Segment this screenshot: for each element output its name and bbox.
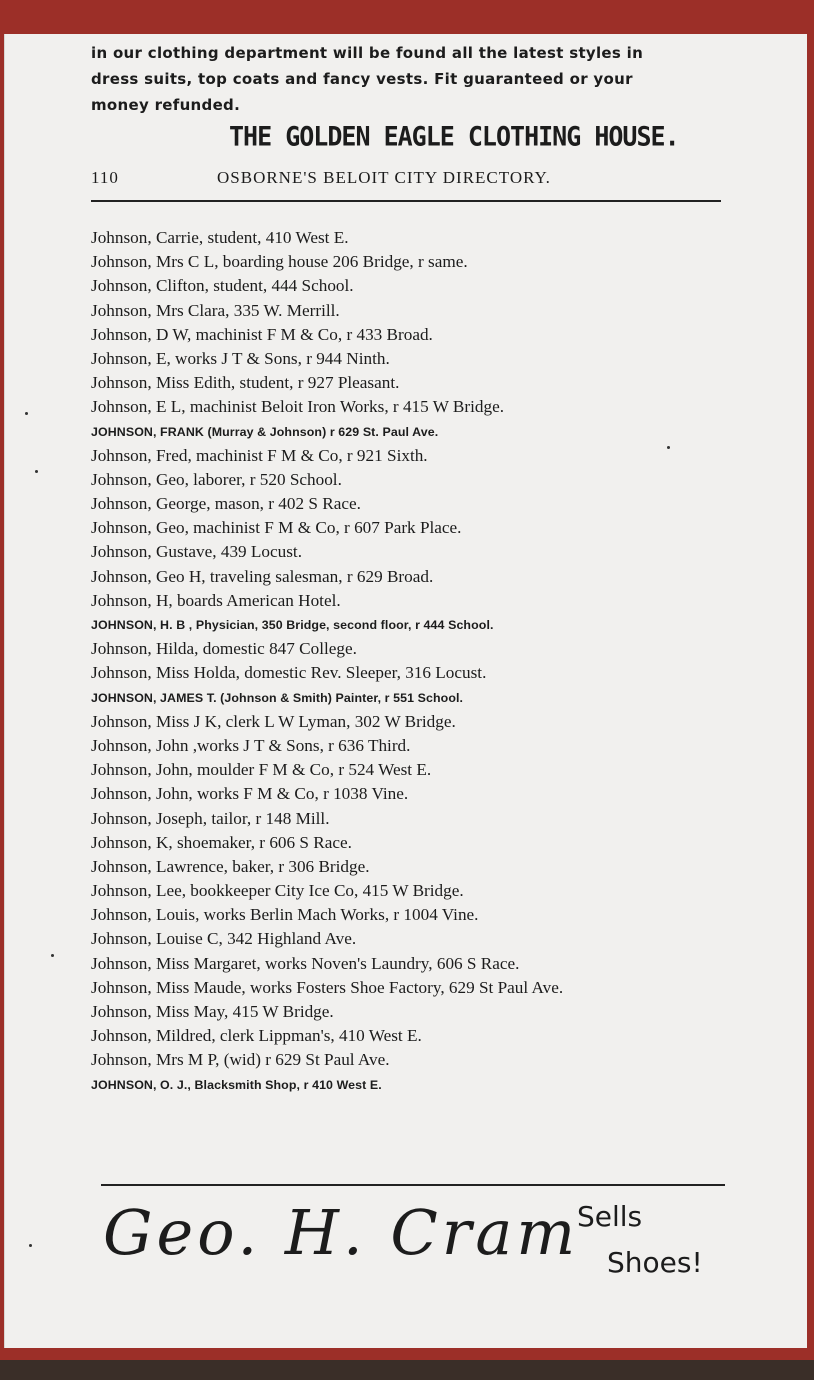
directory-entry: Johnson, Miss Edith, student, r 927 Pleasant.	[91, 373, 400, 393]
directory-page	[4, 34, 807, 1348]
directory-entry: Johnson, Mrs C L, boarding house 206 Bridge, r same.	[91, 252, 468, 272]
directory-entry: Johnson, Gustave, 439 Locust.	[91, 542, 303, 562]
directory-entry: Johnson, Geo H, traveling salesman, r 629 Broad.	[91, 566, 434, 586]
directory-entry: JOHNSON, FRANK (Murray & Johnson) r 629 St. Paul Ave.	[91, 424, 439, 439]
directory-entry: Johnson, Fred, machinist F M & Co, r 921 Sixth.	[91, 445, 428, 465]
directory-entry: Johnson, Louise C, 342 Highland Ave.	[91, 929, 357, 949]
directory-entry: Johnson, Carrie, student, 410 West E.	[91, 228, 349, 247]
print-speck	[667, 446, 670, 449]
directory-entry: Johnson, Geo, laborer, r 520 School.	[91, 469, 342, 489]
directory-entry: Johnson, Miss May, 415 W Bridge.	[91, 1002, 334, 1021]
directory-entry: Johnson, Miss J K, clerk L W Lyman, 302 W Bridge.	[91, 711, 456, 731]
directory-entry: Johnson, Miss Maude, works Fosters Shoe Factory, 629 St Paul Ave.	[91, 977, 564, 997]
directory-entry: Johnson, Mrs Clara, 335 W. Merrill.	[91, 300, 340, 320]
directory-entry: Johnson, George, mason, r 402 S Race.	[91, 494, 361, 514]
directory-entry: Johnson, Miss Margaret, works Noven's Laundry, 606 S Race.	[91, 953, 520, 973]
directory-title: OSBORNE'S BELOIT CITY DIRECTORY.	[217, 168, 551, 187]
top-advertisement	[91, 40, 731, 118]
ad-shoes: Shoes!	[607, 1246, 703, 1279]
print-speck	[25, 412, 28, 415]
directory-entry: Johnson, Clifton, student, 444 School.	[91, 276, 354, 296]
ad-line: money refunded.	[91, 96, 241, 114]
directory-entry: JOHNSON, O. J., Blacksmith Shop, r 410 West E.	[91, 1077, 382, 1092]
print-speck	[35, 470, 38, 473]
directory-entry: Johnson, Mrs M P, (wid) r 629 St Paul Ave.	[91, 1050, 390, 1070]
directory-entry: Johnson, John, works F M & Co, r 1038 Vine.	[91, 784, 409, 804]
bottom-rule	[101, 1184, 725, 1186]
directory-entry: Johnson, John, moulder F M & Co, r 524 West E.	[91, 760, 432, 780]
advertiser-name: Geo. H. Cram	[103, 1196, 580, 1269]
directory-entry: Johnson, Louis, works Berlin Mach Works, r 1004 Vine.	[91, 905, 479, 925]
page-number: 110	[91, 168, 119, 187]
store-name: THE GOLDEN EAGLE CLOTHING HOUSE.	[229, 121, 679, 152]
directory-entry: JOHNSON, JAMES T. (Johnson & Smith) Painter, r 551 School.	[91, 690, 464, 705]
ad-line: in our clothing department will be found all the latest styles in	[91, 44, 644, 62]
print-speck	[29, 1244, 32, 1247]
directory-entry: Johnson, John ,works J T & Sons, r 636 Third.	[91, 735, 411, 755]
directory-entry: Johnson, E, works J T & Sons, r 944 Ninth.	[91, 348, 390, 368]
directory-entry: Johnson, D W, machinist F M & Co, r 433 Broad.	[91, 324, 433, 344]
directory-entry: Johnson, H, boards American Hotel.	[91, 590, 341, 610]
directory-entry: Johnson, Lawrence, baker, r 306 Bridge.	[91, 856, 370, 876]
ad-line: dress suits, top coats and fancy vests. Fit guaranteed or your	[91, 70, 633, 88]
directory-entry: Johnson, Geo, machinist F M & Co, r 607 Park Place.	[91, 518, 462, 538]
header-rule	[91, 200, 721, 202]
directory-entry: Johnson, Lee, bookkeeper City Ice Co, 415 W Bridge.	[91, 881, 464, 901]
directory-entry: Johnson, K, shoemaker, r 606 S Race.	[91, 832, 352, 852]
directory-entry: JOHNSON, H. B , Physician, 350 Bridge, second floor, r 444 School.	[91, 618, 494, 632]
directory-entry: Johnson, Hilda, domestic 847 College.	[91, 639, 357, 659]
directory-entry: Johnson, Joseph, tailor, r 148 Mill.	[91, 808, 330, 828]
directory-entry: Johnson, Mildred, clerk Lippman's, 410 West E.	[91, 1026, 422, 1046]
directory-entry: Johnson, Miss Holda, domestic Rev. Sleeper, 316 Locust.	[91, 663, 487, 683]
entry-list	[91, 226, 791, 1097]
directory-entry: Johnson, E L, machinist Beloit Iron Works, r 415 W Bridge.	[91, 397, 504, 417]
ad-sells: Sells	[577, 1200, 643, 1233]
print-speck	[51, 954, 54, 957]
